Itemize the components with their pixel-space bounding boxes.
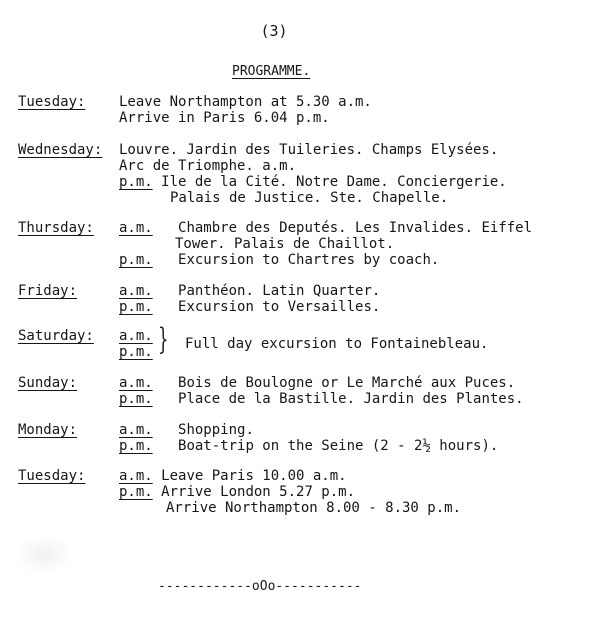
itinerary-line: a.m. Chambre des Deputés. Les Invalides. Eiffel — [119, 220, 533, 236]
day-label: Monday: — [18, 422, 78, 438]
itinerary-line: p.m. Arrive London 5.27 p.m. — [119, 484, 356, 500]
time-marker: a.m. — [119, 220, 153, 236]
itinerary-line: a.m. Shopping. — [119, 422, 254, 438]
day-label: Saturday: — [18, 328, 94, 344]
itinerary-line: p.m. Boat-trip on the Seine (2 - 2½ hours). — [119, 438, 499, 454]
itinerary-line: Tower. Palais de Chaillot. — [175, 236, 395, 252]
itinerary-line: a.m. Panthéon. Latin Quarter. — [119, 283, 381, 299]
time-marker: p.m. — [119, 391, 153, 407]
itinerary-line: p.m. Place de la Bastille. Jardin des Plantes. — [119, 391, 524, 407]
time-marker: p.m. — [119, 344, 153, 360]
day-label: Friday: — [18, 283, 78, 299]
itinerary-line: Full day excursion to Fontainebleau. — [185, 336, 489, 352]
itinerary-line: Palais de Justice. Ste. Chapelle. — [170, 190, 449, 206]
itinerary-line: a.m. Leave Paris 10.00 a.m. — [119, 468, 347, 484]
itinerary-line: Leave Northampton at 5.30 a.m. — [119, 94, 372, 110]
footer-rule: ------------oOo----------- — [158, 579, 362, 594]
brace-icon: } — [158, 322, 169, 357]
time-marker: p.m. — [119, 299, 153, 315]
itinerary-line: p.m. Excursion to Chartres by coach. — [119, 252, 440, 268]
itinerary-line: a.m. Bois de Boulogne or Le Marché aux Puces. — [119, 375, 516, 391]
day-label: Sunday: — [18, 375, 78, 391]
day-label: Tuesday: — [18, 468, 86, 484]
time-marker: p.m. — [119, 484, 153, 500]
day-label: Thursday: — [18, 220, 94, 236]
time-marker: p.m. — [119, 252, 153, 268]
paper-smudge — [14, 535, 74, 575]
itinerary-line — [119, 344, 153, 360]
time-marker: a.m. — [119, 468, 153, 484]
itinerary-line: Arrive in Paris 6.04 p.m. — [119, 110, 330, 126]
itinerary-line: Louvre. Jardin des Tuileries. Champs Elysées. — [119, 142, 499, 158]
itinerary-line: Arrive Northampton 8.00 - 8.30 p.m. — [166, 500, 462, 516]
itinerary-line: Arc de Triomphe. a.m. — [119, 158, 297, 174]
programme-title: PROGRAMME. — [232, 64, 311, 79]
itinerary-line: p.m. Excursion to Versailles. — [119, 299, 381, 315]
time-marker: a.m. — [119, 422, 153, 438]
itinerary-line — [119, 328, 153, 344]
time-marker: a.m. — [119, 375, 153, 391]
time-marker: a.m. — [119, 283, 153, 299]
page-number: (3) — [260, 22, 288, 40]
time-marker: p.m. — [119, 438, 153, 454]
itinerary-line: p.m. Ile de la Cité. Notre Dame. Conciergerie. — [119, 174, 507, 190]
time-marker: p.m. — [119, 174, 153, 190]
time-marker: a.m. — [119, 328, 153, 344]
day-label: Tuesday: — [18, 94, 86, 110]
day-label: Wednesday: — [18, 142, 103, 158]
